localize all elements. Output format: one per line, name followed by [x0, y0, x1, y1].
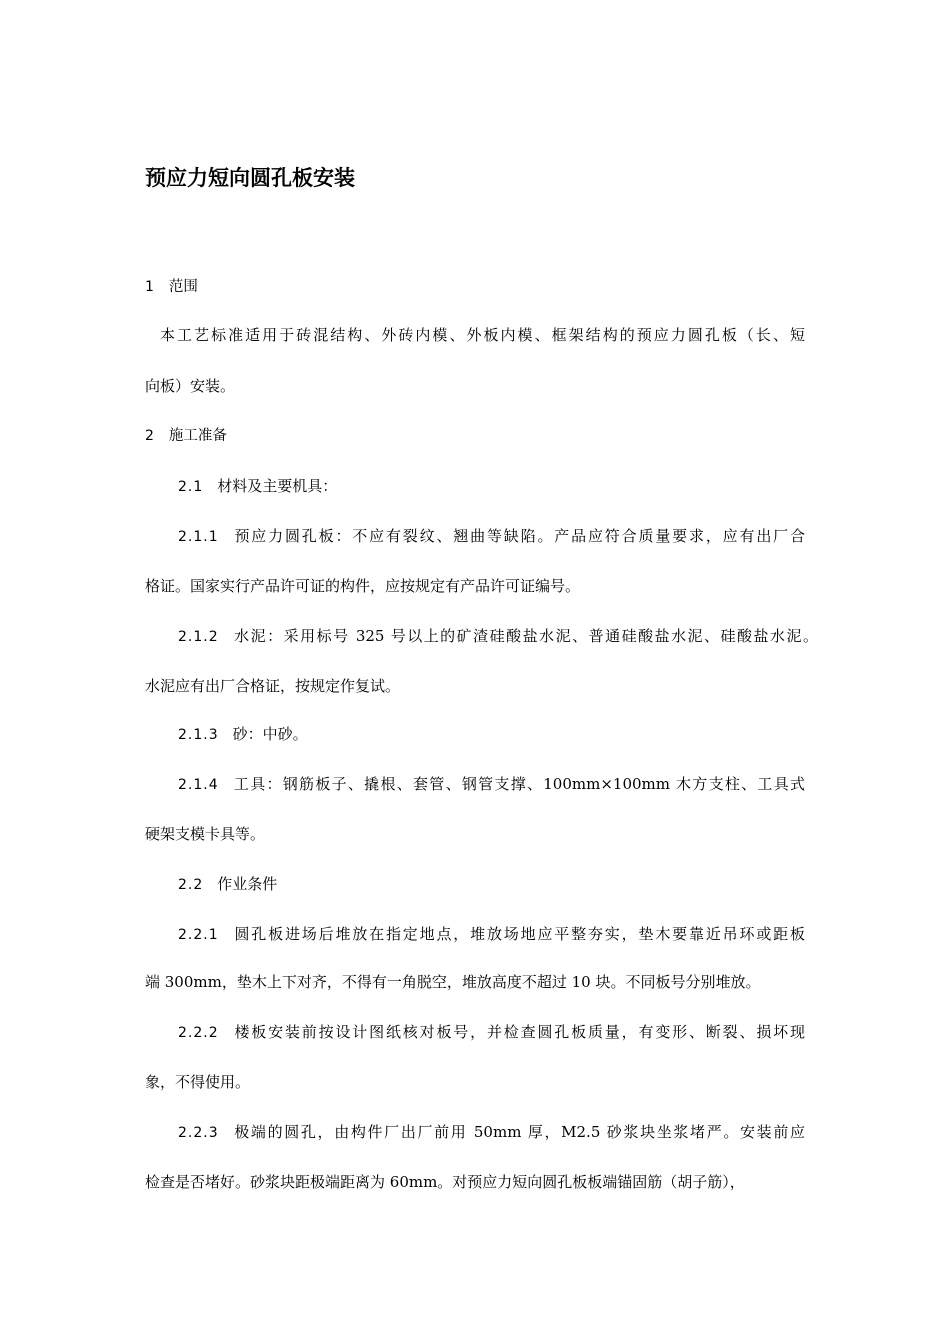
item-text: 预应力圆孔板：不应有裂纹、翘曲等缺陷。产品应符合质量要求，应有出厂合 — [232, 527, 805, 545]
section-title: 施工准备 — [168, 428, 227, 444]
item-2-1-3 — [178, 724, 308, 745]
subsection-title: 材料及主要机具： — [217, 477, 338, 495]
item-2-2-1-line1 — [178, 924, 805, 945]
item-text: 工具：钢筋板子、撬根、套管、钢管支撑、100mm×100mm 木方支柱、工具式 — [232, 775, 805, 793]
subsection-2-2 — [178, 874, 277, 895]
item-text: 圆孔板进场后堆放在指定地点，堆放场地应平整夯实，垫木要靠近吊环或距板 — [232, 925, 805, 943]
section-2-heading — [145, 426, 227, 446]
paragraph-line: 向板）安装。 — [145, 377, 236, 395]
subsection-title: 作业条件 — [217, 875, 278, 893]
section-1-heading — [145, 277, 198, 297]
item-2-1-2-line2: 水泥应有出厂合格证，按规定作复试。 — [145, 677, 401, 695]
item-2-1-4-line1 — [178, 774, 805, 795]
section-title: 范围 — [168, 279, 198, 295]
item-2-2-2-line2: 象，不得使用。 — [145, 1073, 251, 1091]
item-2-2-3-line1 — [178, 1122, 805, 1143]
item-text: 水泥：采用标号 325 号以上的矿渣硅酸盐水泥、普通硅酸盐水泥、硅酸盐水泥。 — [232, 627, 818, 645]
subsection-number: 2.2 — [178, 877, 204, 893]
item-2-1-2-line1 — [178, 626, 818, 647]
item-2-1-1-line1 — [178, 526, 805, 547]
item-number: 2.2.1 — [178, 927, 219, 943]
item-number: 2.1.3 — [178, 727, 219, 743]
item-text: 砂：中砂。 — [232, 725, 308, 743]
section-number: 2 — [145, 428, 155, 444]
item-text: 楼板安装前按设计图纸核对板号，并检查圆孔板质量，有变形、断裂、损坏现 — [232, 1023, 805, 1041]
document-title: 预应力短向圆孔板安装 — [145, 166, 355, 190]
item-number: 2.1.4 — [178, 777, 219, 793]
section-number: 1 — [145, 279, 155, 295]
item-number: 2.2.3 — [178, 1125, 219, 1141]
subsection-2-1 — [178, 476, 337, 497]
item-number: 2.2.2 — [178, 1025, 219, 1041]
item-2-2-3-line2: 检查是否堵好。砂浆块距极端距离为 60mm。对预应力短向圆孔板板端锚固筋（胡子筋）， — [145, 1173, 745, 1191]
paragraph-line: 本工艺标准适用于砖混结构、外砖内模、外板内模、框架结构的预应力圆孔板（长、短 — [160, 326, 805, 344]
item-number: 2.1.1 — [178, 529, 219, 545]
item-2-1-1-line2: 格证。国家实行产品许可证的构件，应按规定有产品许可证编号。 — [145, 577, 581, 595]
item-2-2-1-line2: 端 300mm，垫木上下对齐，不得有一角脱空，堆放高度不超过 10 块。不同板号分别堆放。 — [145, 973, 761, 991]
item-text: 极端的圆孔，由构件厂出厂前用 50mm 厚，M2.5 砂浆块坐浆堵严。安装前应 — [232, 1123, 805, 1141]
item-2-2-2-line1 — [178, 1022, 805, 1043]
subsection-number: 2.1 — [178, 479, 204, 495]
item-number: 2.1.2 — [178, 629, 219, 645]
item-2-1-4-line2: 硬架支模卡具等。 — [145, 825, 266, 843]
